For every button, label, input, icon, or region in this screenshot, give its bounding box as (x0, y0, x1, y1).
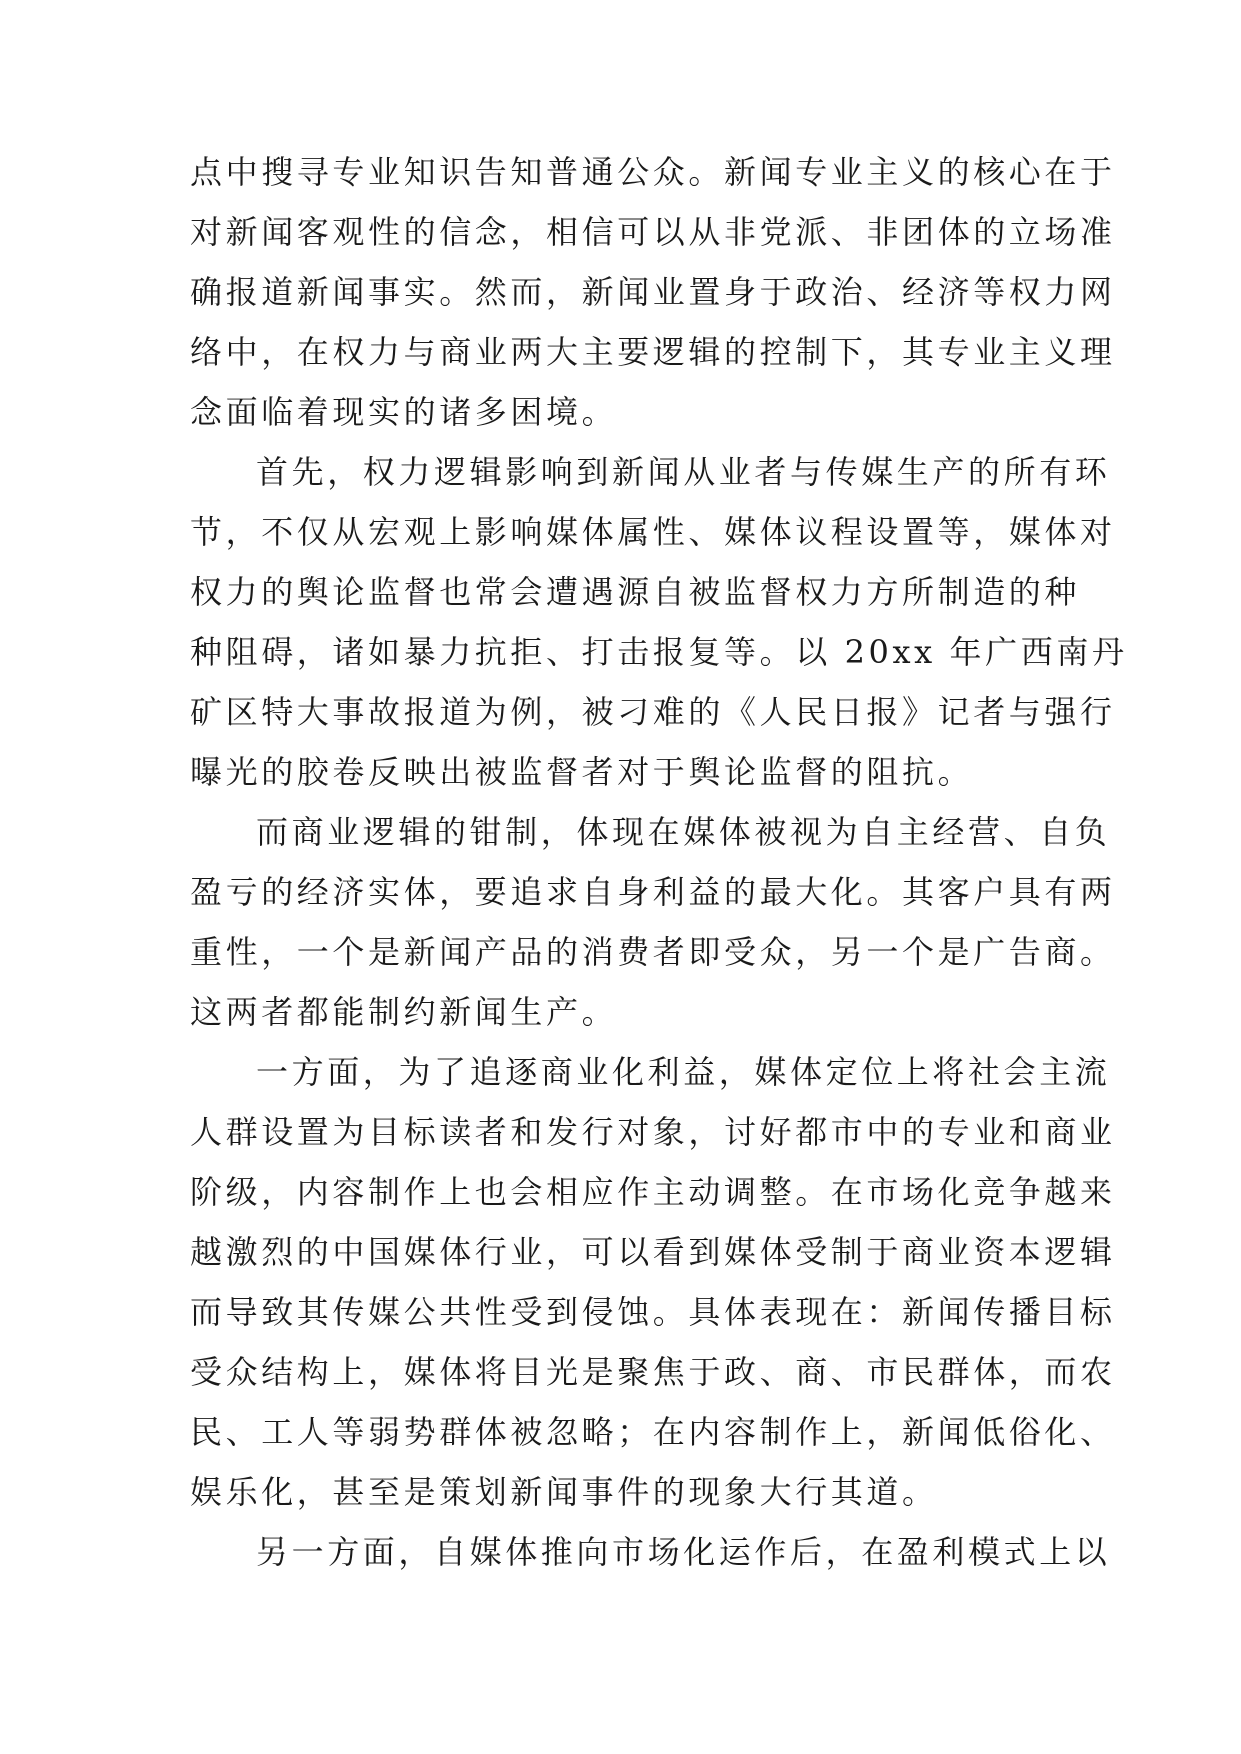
text-line: 首先，权力逻辑影响到新闻从业者与传媒生产的所有环 (256, 453, 1111, 491)
text-line: 盈亏的经济实体，要追求自身利益的最大化。其客户具有两 (190, 873, 1116, 911)
text-line: 而导致其传媒公共性受到侵蚀。具体表现在：新闻传播目标 (190, 1293, 1116, 1331)
text-line: 阶级，内容制作上也会相应作主动调整。在市场化竞争越来 (190, 1173, 1116, 1211)
text-line: 受众结构上，媒体将目光是聚焦于政、商、市民群体，而农 (190, 1353, 1116, 1391)
text-line: 重性，一个是新闻产品的消费者即受众，另一个是广告商。 (190, 933, 1116, 971)
text-line: 矿区特大事故报道为例，被刁难的《人民日报》记者与强行 (190, 693, 1116, 731)
text-line: 一方面，为了追逐商业化利益，媒体定位上将社会主流 (256, 1053, 1111, 1091)
document-body (190, 142, 1128, 1582)
paragraph-4 (190, 1042, 1116, 1522)
text-line: 人群设置为目标读者和发行对象，讨好都市中的专业和商业 (190, 1113, 1116, 1151)
text-line: 曝光的胶卷反映出被监督者对于舆论监督的阻抗。 (190, 753, 974, 791)
text-line: 娱乐化，甚至是策划新闻事件的现象大行其道。 (190, 1473, 938, 1511)
text-line: 点中搜寻专业知识告知普通公众。新闻专业主义的核心在于 (190, 153, 1116, 191)
text-line: 越激烈的中国媒体行业，可以看到媒体受制于商业资本逻辑 (190, 1233, 1116, 1271)
paragraph-2 (190, 442, 1128, 802)
text-line: 而商业逻辑的钳制，体现在媒体被视为自主经营、自负 (256, 813, 1111, 851)
text-line: 络中，在权力与商业两大主要逻辑的控制下，其专业主义理 (190, 333, 1116, 371)
text-line: 民、工人等弱势群体被忽略；在内容制作上，新闻低俗化、 (190, 1413, 1116, 1451)
text-line: 节，不仅从宏观上影响媒体属性、媒体议程设置等，媒体对 (190, 513, 1116, 551)
text-line: 另一方面，自媒体推向市场化运作后，在盈利模式上以 (256, 1533, 1111, 1571)
text-line: 这两者都能制约新闻生产。 (190, 993, 618, 1031)
text-line: 念面临着现实的诸多困境。 (190, 393, 618, 431)
text-line: 确报道新闻事实。然而，新闻业置身于政治、经济等权力网 (190, 273, 1116, 311)
text-line: 种阻碍，诸如暴力抗拒、打击报复等。以 20xx 年广西南丹 (190, 633, 1128, 671)
paragraph-1 (190, 142, 1116, 442)
paragraph-3 (190, 802, 1116, 1042)
text-line: 对新闻客观性的信念，相信可以从非党派、非团体的立场准 (190, 213, 1116, 251)
paragraph-5 (190, 1522, 1111, 1582)
text-line: 权力的舆论监督也常会遭遇源自被监督权力方所制造的种 (190, 573, 1081, 611)
